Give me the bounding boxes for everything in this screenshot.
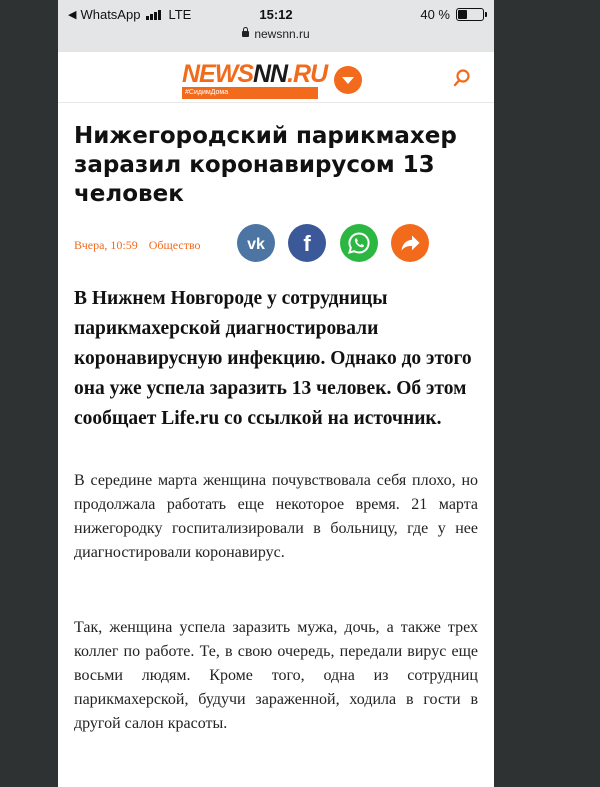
vk-icon [237, 224, 275, 262]
article-title: Нижегородский парикмахер заразил коронавирусом 13 человек [74, 123, 457, 207]
logo-ru: .RU [287, 60, 328, 88]
share-facebook-button[interactable] [288, 224, 326, 262]
status-bar [58, 0, 494, 52]
back-app-label[interactable]: WhatsApp [80, 7, 141, 22]
address-bar[interactable] [58, 27, 494, 41]
share-more-button[interactable] [391, 224, 429, 262]
menu-dropdown-button[interactable] [334, 66, 362, 94]
logo-nn: NN [253, 60, 288, 88]
article-category[interactable]: Общество [148, 238, 201, 252]
status-right [420, 7, 484, 22]
logo-tag-bar [182, 87, 318, 99]
battery-percent: 40 % [420, 7, 450, 22]
url-text[interactable]: newsnn.ru [254, 27, 310, 41]
article-lead: В Нижнем Новгороде у сотрудницы парикмахерской диагностировали коронавирусную инфекцию. Однако до этого она уже успела заразить 13 человек. Об этом сообщает Life.ru со ссылкой на источник. [74, 288, 472, 429]
site-header [58, 52, 494, 103]
carrier-label: LTE [168, 7, 192, 22]
share-whatsapp-button[interactable] [340, 224, 378, 262]
fb-glyph: f [303, 231, 311, 256]
lock-icon [242, 31, 249, 37]
article-date: Вчера, 10:59 [74, 238, 138, 252]
article-paragraph-2: Так, женщина успела заразить мужа, дочь, а также трех коллег по работе. Те, в свою очередь, передали вирус еще восьми людям. Кроме того, одна из сотрудниц парикмахерской, будучи зараженной, ходила в гости в другой салон красоты. [74, 619, 478, 732]
back-arrow-icon[interactable]: ◀ [68, 9, 77, 21]
site-logo[interactable] [182, 61, 327, 99]
vk-glyph: vk [247, 236, 265, 253]
battery-icon [456, 8, 484, 21]
logo-text [182, 61, 327, 87]
whatsapp-icon [340, 224, 378, 262]
share-arrow-icon [391, 224, 429, 262]
clock: 15:12 [259, 7, 293, 22]
logo-news: NEWS [182, 60, 253, 88]
article-meta [74, 238, 209, 253]
article-paragraph-1: В середине марта женщина почувствовала себя плохо, но продолжала работать еще некоторое время. 21 марта нижегородку госпитализировали в больницу, где у нее диагностировали коронавирус. [74, 472, 478, 561]
search-icon[interactable] [452, 68, 472, 88]
phone-screen [58, 0, 494, 787]
share-vk-button[interactable] [237, 224, 275, 262]
facebook-icon [288, 224, 326, 262]
battery-fill [458, 10, 467, 19]
logo-tagline: #СидимДома [185, 89, 229, 96]
